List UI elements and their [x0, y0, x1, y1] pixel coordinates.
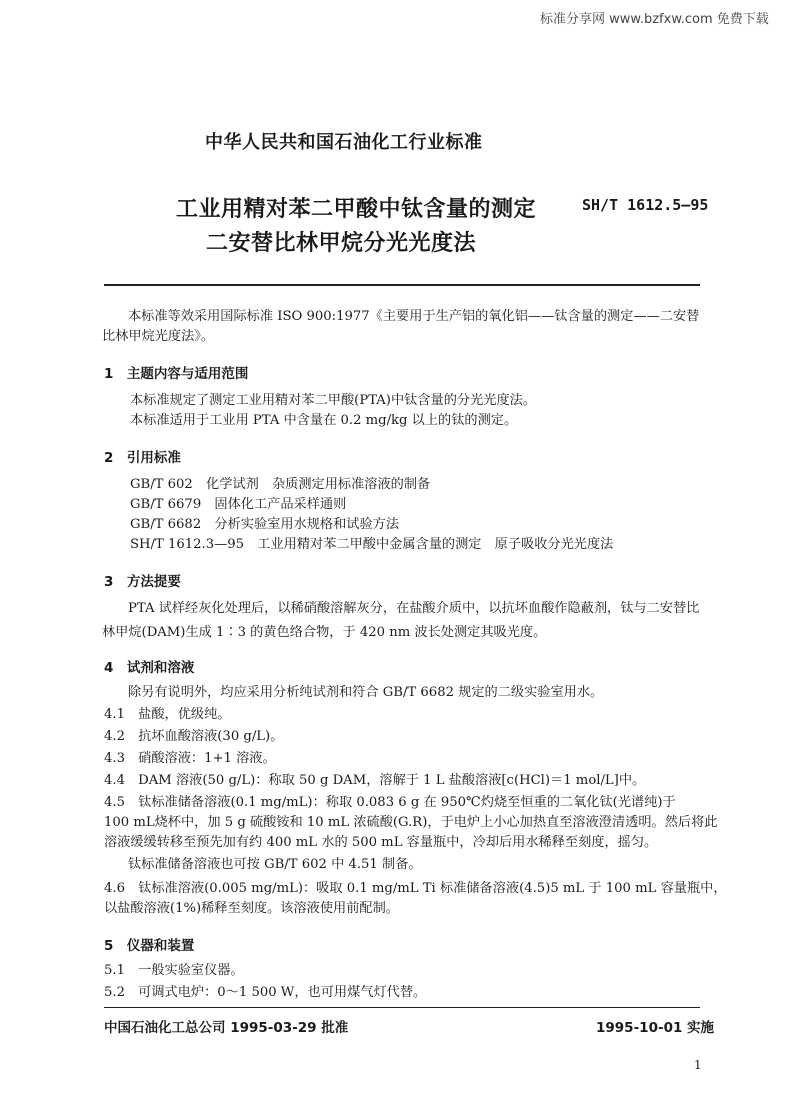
reference-item: SH/T 1612.3—95 工业用精对苯二甲酸中金属含量的测定 原子吸收分光光度法 — [130, 537, 614, 552]
item-4-1: 4.1 盐酸，优级纯。 — [104, 707, 231, 722]
section-5-heading: 5 仪器和装置 — [104, 938, 195, 954]
page-number: 1 — [694, 1058, 702, 1072]
item-4-4: 4.4 DAM 溶液(50 g/L)：称取 50 g DAM，溶解于 1 L 盐酸溶液[c(HCl)＝1 mol/L]中。 — [104, 773, 646, 788]
section-3-heading: 3 方法提要 — [104, 574, 181, 590]
reference-item: GB/T 6682 分析实验室用水规格和试验方法 — [130, 517, 400, 532]
item-4-5-line-1: 4.5 钛标准储备溶液(0.1 mg/mL)：称取 0.083 6 g 在 950℃灼烧至恒重的二氧化钛(光谱纯)于 — [104, 795, 676, 810]
footer-divider — [104, 1007, 700, 1008]
section-3-line-2: 林甲烷(DAM)生成 1∶3 的黄色络合物，于 420 nm 波长处测定其吸光度。 — [102, 625, 547, 640]
item-4-6-line-1: 4.6 钛标准溶液(0.005 mg/mL)：吸取 0.1 mg/mL Ti 标准储备溶液(4.5)5 mL 于 100 mL 容量瓶中， — [104, 881, 727, 896]
item-4-5-line-3: 溶液缓缓转移至预先加有约 400 mL 水的 500 mL 容量瓶中，冷却后用水稀释至刻度，摇匀。 — [104, 835, 658, 850]
item-5-2: 5.2 可调式电炉：0～1 500 W，也可用煤气灯代替。 — [104, 985, 427, 1000]
item-4-5-line-2: 100 mL烧杯中，加 5 g 硫酸铵和 10 mL 浓硫酸(G.R)，于电炉上小心加热直至溶液澄清透明。然后将此 — [104, 815, 718, 830]
reference-item: GB/T 6679 固体化工产品采样通则 — [130, 497, 347, 512]
item-4-2: 4.2 抗坏血酸溶液(30 g/L)。 — [104, 729, 284, 744]
intro-line-1: 本标准等效采用国际标准 ISO 900:1977《主要用于生产铝的氧化铝——钛含量的测定——二安替 — [128, 309, 700, 324]
title-line-2: 二安替比林甲烷分光光度法 — [206, 231, 477, 256]
effective-date: 1995-10-01 实施 — [596, 1020, 715, 1036]
watermark-text: 标准分享网 www.bzfxw.com 免费下载 — [540, 12, 769, 27]
section-3-line-1: PTA 试样经灰化处理后，以稀硝酸溶解灰分，在盐酸介质中，以抗坏血酸作隐蔽剂，钛与二安替比 — [128, 601, 700, 616]
section-1-heading: 1 主题内容与适用范围 — [104, 366, 249, 382]
standard-category-header: 中华人民共和国石油化工行业标准 — [205, 132, 483, 153]
title-line-1: 工业用精对苯二甲酸中钛含量的测定 — [176, 197, 537, 222]
item-5-1: 5.1 一般实验室仪器。 — [104, 963, 244, 978]
header-divider — [104, 284, 700, 286]
item-4-3: 4.3 硝酸溶液：1+1 溶液。 — [104, 751, 276, 766]
item-4-5-line-4: 钛标准储备溶液也可按 GB/T 602 中 4.51 制备。 — [128, 857, 422, 872]
section-1-para-2: 本标准适用于工业用 PTA 中含量在 0.2 mg/kg 以上的钛的测定。 — [130, 413, 518, 428]
reference-item: GB/T 602 化学试剂 杂质测定用标准溶液的制备 — [130, 477, 431, 492]
intro-line-2: 比林甲烷光度法》。 — [102, 329, 215, 344]
section-4-intro: 除另有说明外，均应采用分析纯试剂和符合 GB/T 6682 规定的二级实验室用水。 — [128, 685, 604, 700]
approval-date: 中国石油化工总公司 1995-03-29 批准 — [104, 1020, 349, 1036]
standard-code: SH/T 1612.5—95 — [582, 196, 709, 214]
section-4-heading: 4 试剂和溶液 — [104, 660, 195, 676]
item-4-6-line-2: 以盐酸溶液(1%)稀释至刻度。该溶液使用前配制。 — [104, 901, 399, 916]
section-1-para-1: 本标准规定了测定工业用精对苯二甲酸(PTA)中钛含量的分光光度法。 — [130, 393, 537, 408]
section-2-heading: 2 引用标准 — [104, 450, 181, 466]
